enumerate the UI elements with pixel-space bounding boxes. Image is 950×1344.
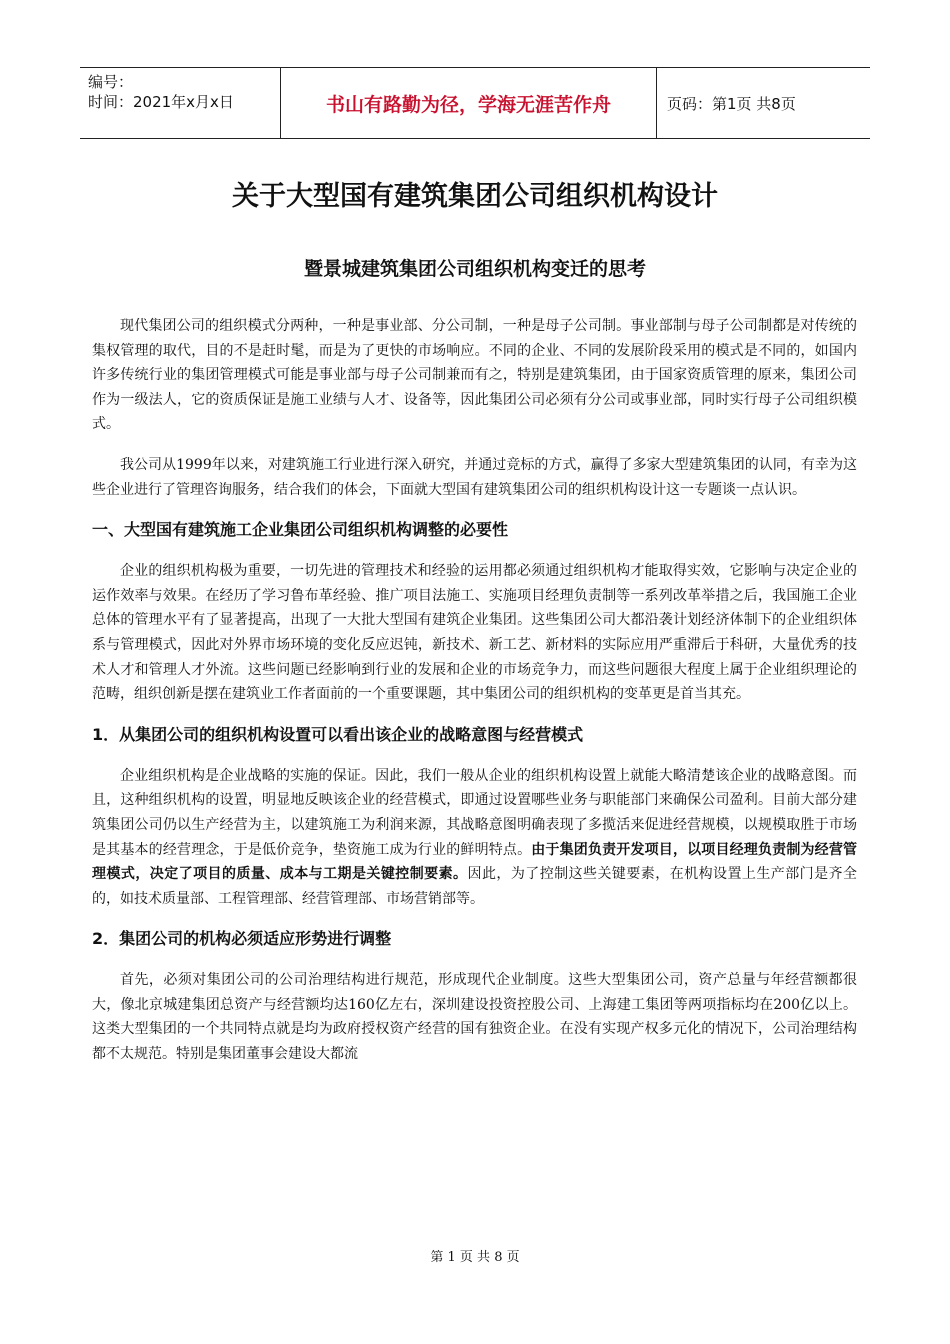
header-page-info: 页码：第1页 共8页 <box>667 94 796 113</box>
header-motto: 书山有路勤为径，学海无涯苦作舟 <box>280 68 657 138</box>
section-heading: 1．从集团公司的组织机构设置可以看出该企业的战略意图与经营模式 <box>92 724 584 744</box>
header-meta <box>80 68 280 138</box>
body-paragraph <box>92 764 857 912</box>
document-number-label: 编号： <box>88 73 134 91</box>
document-subtitle: 暨景城建筑集团公司组织机构变迁的思考 <box>303 258 646 280</box>
section-heading: 一、大型国有建筑施工企业集团公司组织机构调整的必要性 <box>92 520 509 540</box>
document-time-label: 时间：2021年x月x日 <box>88 93 234 111</box>
page-footer: 第 1 页 共 8 页 <box>430 1250 520 1265</box>
document-title: 关于大型国有建筑集团公司组织机构设计 <box>232 181 718 212</box>
paragraph-text: 因此，为了控制这些关键要素，在机构设置上生产部门是齐全的，如技术质量部、工程管理部、经营管理部、市场营销部等。 <box>92 866 857 907</box>
document-body <box>92 314 857 1083</box>
body-paragraph: 首先，必须对集团公司的公司治理结构进行规范，形成现代企业制度。这些大型集团公司，资产总量与年经营额都很大，像北京城建集团总资产与经营额均达160亿左右，深圳建设投资控股公司、上海建工集团等两项指标均在200亿以上。这类大型集团的一个共同特点就是均为政府授权资产经营的国有独资企业。在没有实现产权多元化的情况下，公司治理结构都不太规范。特别是集团董事会建设大都流 <box>92 972 857 1063</box>
body-paragraph: 企业的组织机构极为重要，一切先进的管理技术和经验的运用都必须通过组织机构才能取得实效，它影响与决定企业的运作效率与效果。在经历了学习鲁布革经验、推广项目法施工、实施项目经理负责制等一系列改革举措之后，我国施工企业总体的管理水平有了显著提高，出现了一大批大型国有建筑企业集团。这些集团公司大都沿袭计划经济体制下的企业组织体系与管理模式，因此对外界市场环境的变化反应迟钝，新技术、新工艺、新材料的实际应用严重滞后于科研，大量优秀的技术人才和管理人才外流。这些问题已经影响到行业的发展和企业的市场竞争力，而这些问题很大程度上属于企业组织理论的范畴，组织创新是摆在建筑业工作者面前的一个重要课题，其中集团公司的组织机构的变革更是首当其充。 <box>92 563 857 703</box>
body-paragraph: 我公司从1999年以来，对建筑施工行业进行深入研究，并通过竞标的方式，赢得了多家大型建筑集团的认同，有幸为这些企业进行了管理咨询服务，结合我们的体会，下面就大型国有建筑集团公司的组织机构设计这一专题谈一点认识。 <box>92 456 857 498</box>
paragraph-text: 企业组织机构是企业战略的实施的保证。因此，我们一般从企业的组织机构设置上就能大略清楚该企业的战略意图。而且，这种组织机构的设置，明显地反映该企业的经营模式，即通过设置哪些业务与职能部门来确保公司盈利。目前大部分建筑集团公司仍以生产经营为主，以建筑施工为利润来源，其战略意图明确表现了多揽活来促进经营规模，以规模取胜于市场是其基本的经营理念，于是低价竞争，垫资施工成为行业的鲜明特点。 <box>92 767 857 858</box>
paragraph-bold-text: 由于集团负责开发项目，以项目经理负责制为经营管理模式，决定了项目的质量、成本与工期是关键控制要素。 <box>92 841 858 883</box>
body-paragraph: 现代集团公司的组织模式分两种，一种是事业部、分公司制，一种是母子公司制。事业部制与母子公司制都是对传统的集权管理的取代，目的不是赶时髦，而是为了更快的市场响应。不同的企业、不同的发展阶段采用的模式是不同的，如国内许多传统行业的集团管理模式可能是事业部与母子公司制兼而有之，特别是建筑集团，由于国家资质管理的原来，集团公司作为一级法人，它的资质保证是施工业绩与人才、设备等，因此集团公司必须有分公司或事业部，同时实行母子公司组织模式。 <box>92 318 857 433</box>
document-header <box>80 67 870 139</box>
section-heading: 2．集团公司的机构必须适应形势进行调整 <box>92 929 392 949</box>
